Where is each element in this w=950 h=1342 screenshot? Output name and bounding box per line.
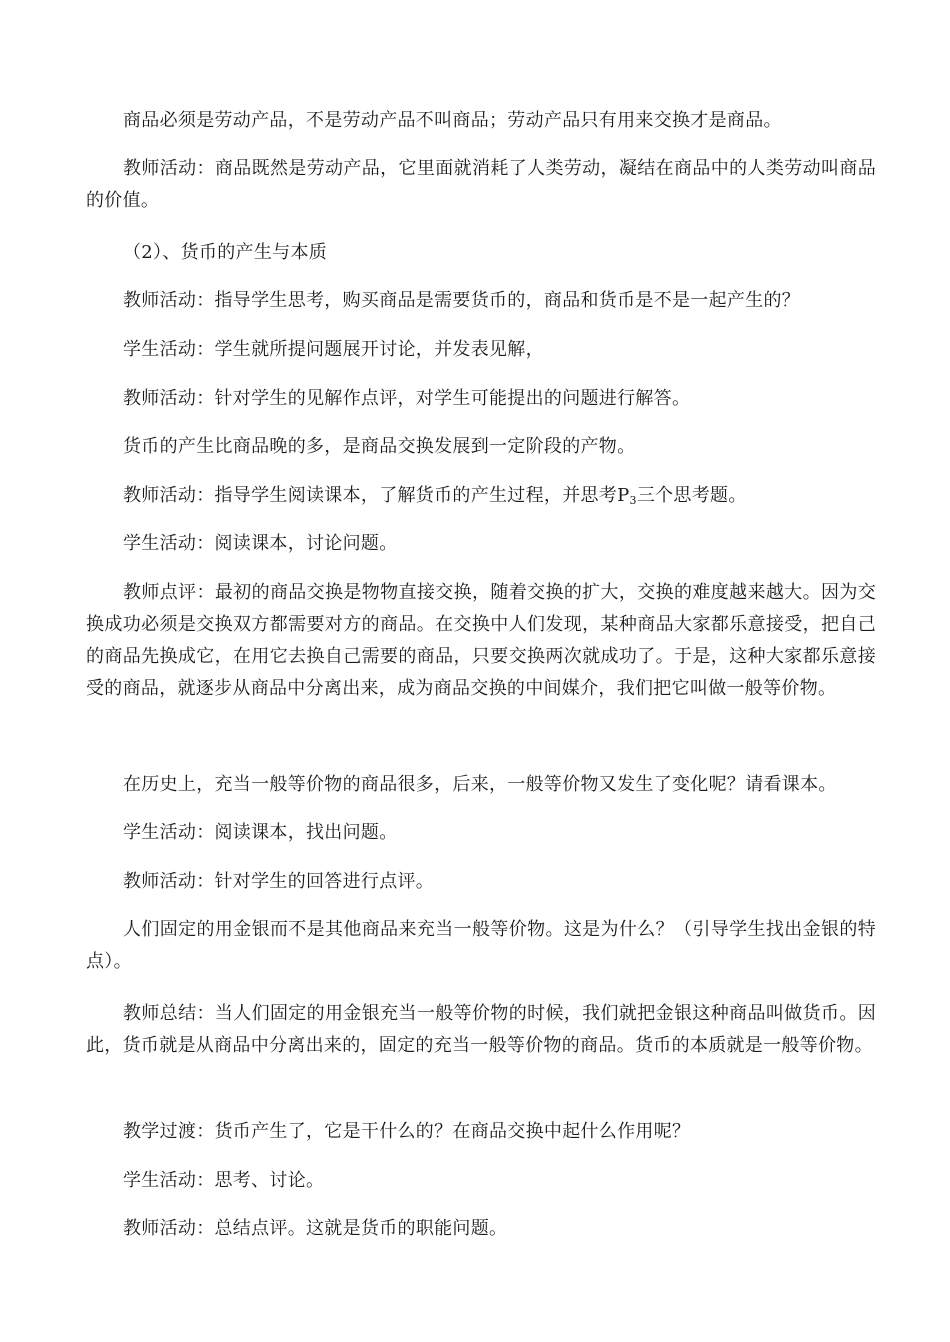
paragraph-student-think: 学生活动：思考、讨论。 [123, 1170, 325, 1191]
paragraph-teacher-functions: 教师活动：总结点评。这就是货币的职能问题。 [123, 1218, 508, 1239]
paragraph-commodity-definition: 商品必须是劳动产品，不是劳动产品不叫商品；劳动产品只有用来交换才是商品。 [123, 110, 782, 131]
reading-text-before: 教师活动：指导学生阅读课本，了解货币的产生过程，并思考P [123, 485, 630, 506]
paragraph-teacher-answer-review: 教师活动：针对学生的回答进行点评。 [123, 871, 435, 892]
paragraph-teacher-value: 教师活动：商品既然是劳动产品，它里面就消耗了人类劳动，凝结在商品中的人类劳动叫商品的价值。 [86, 158, 876, 211]
paragraph-money-later: 货币的产生比商品晚的多，是商品交换发展到一定阶段的产物。 [123, 436, 636, 457]
paragraph-student-discussion: 学生活动：学生就所提问题展开讨论，并发表见解， [123, 339, 544, 360]
paragraph-teacher-review-barter: 教师点评：最初的商品交换是物物直接交换，随着交换的扩大，交换的难度越来越大。因为交换成功必须是交换双方都需要对方的商品。在交换中人们发现，某种商品大家都乐意接受，把自己的商品先换成它，在用它去换自己需要的商品，只要交换两次就成功了。于是，这种大家都乐意接受的商品，就逐步从商品中分离出来，成为商品交换的中间媒介，我们把它叫做一般等价物。 [86, 582, 876, 699]
paragraph-transition: 教学过渡：货币产生了，它是干什么的？在商品交换中起什么作用呢？ [123, 1121, 691, 1142]
paragraph-student-find: 学生活动：阅读课本，找出问题。 [123, 822, 398, 843]
paragraph-history-equivalent: 在历史上，充当一般等价物的商品很多，后来，一般等价物又发生了变化呢？请看课本。 [123, 774, 837, 795]
paragraph-teacher-summary: 教师总结：当人们固定的用金银充当一般等价物的时候，我们就把金银这种商品叫做货币。因此，货币就是从商品中分离出来的，固定的充当一般等价物的商品。货币的本质就是一般等价物。 [86, 1003, 876, 1056]
paragraph-student-reading: 学生活动：阅读课本，讨论问题。 [123, 533, 398, 554]
paragraph-teacher-guide-thinking: 教师活动：指导学生思考，购买商品是需要货币的，商品和货币是不是一起产生的？ [123, 290, 801, 311]
paragraph-teacher-comment: 教师活动：针对学生的见解作点评，对学生可能提出的问题进行解答。 [123, 388, 691, 409]
section-heading-money-origin: （2）、货币的产生与本质 [123, 242, 328, 263]
reading-text-after: 三个思考题。 [636, 485, 747, 506]
paragraph-teacher-reading [86, 480, 876, 512]
page-subscript: 3 [629, 494, 637, 507]
paragraph-gold-silver: 人们固定的用金银而不是其他商品来充当一般等价物。这是为什么？（引导学生找出金银的特点）。 [86, 919, 876, 972]
